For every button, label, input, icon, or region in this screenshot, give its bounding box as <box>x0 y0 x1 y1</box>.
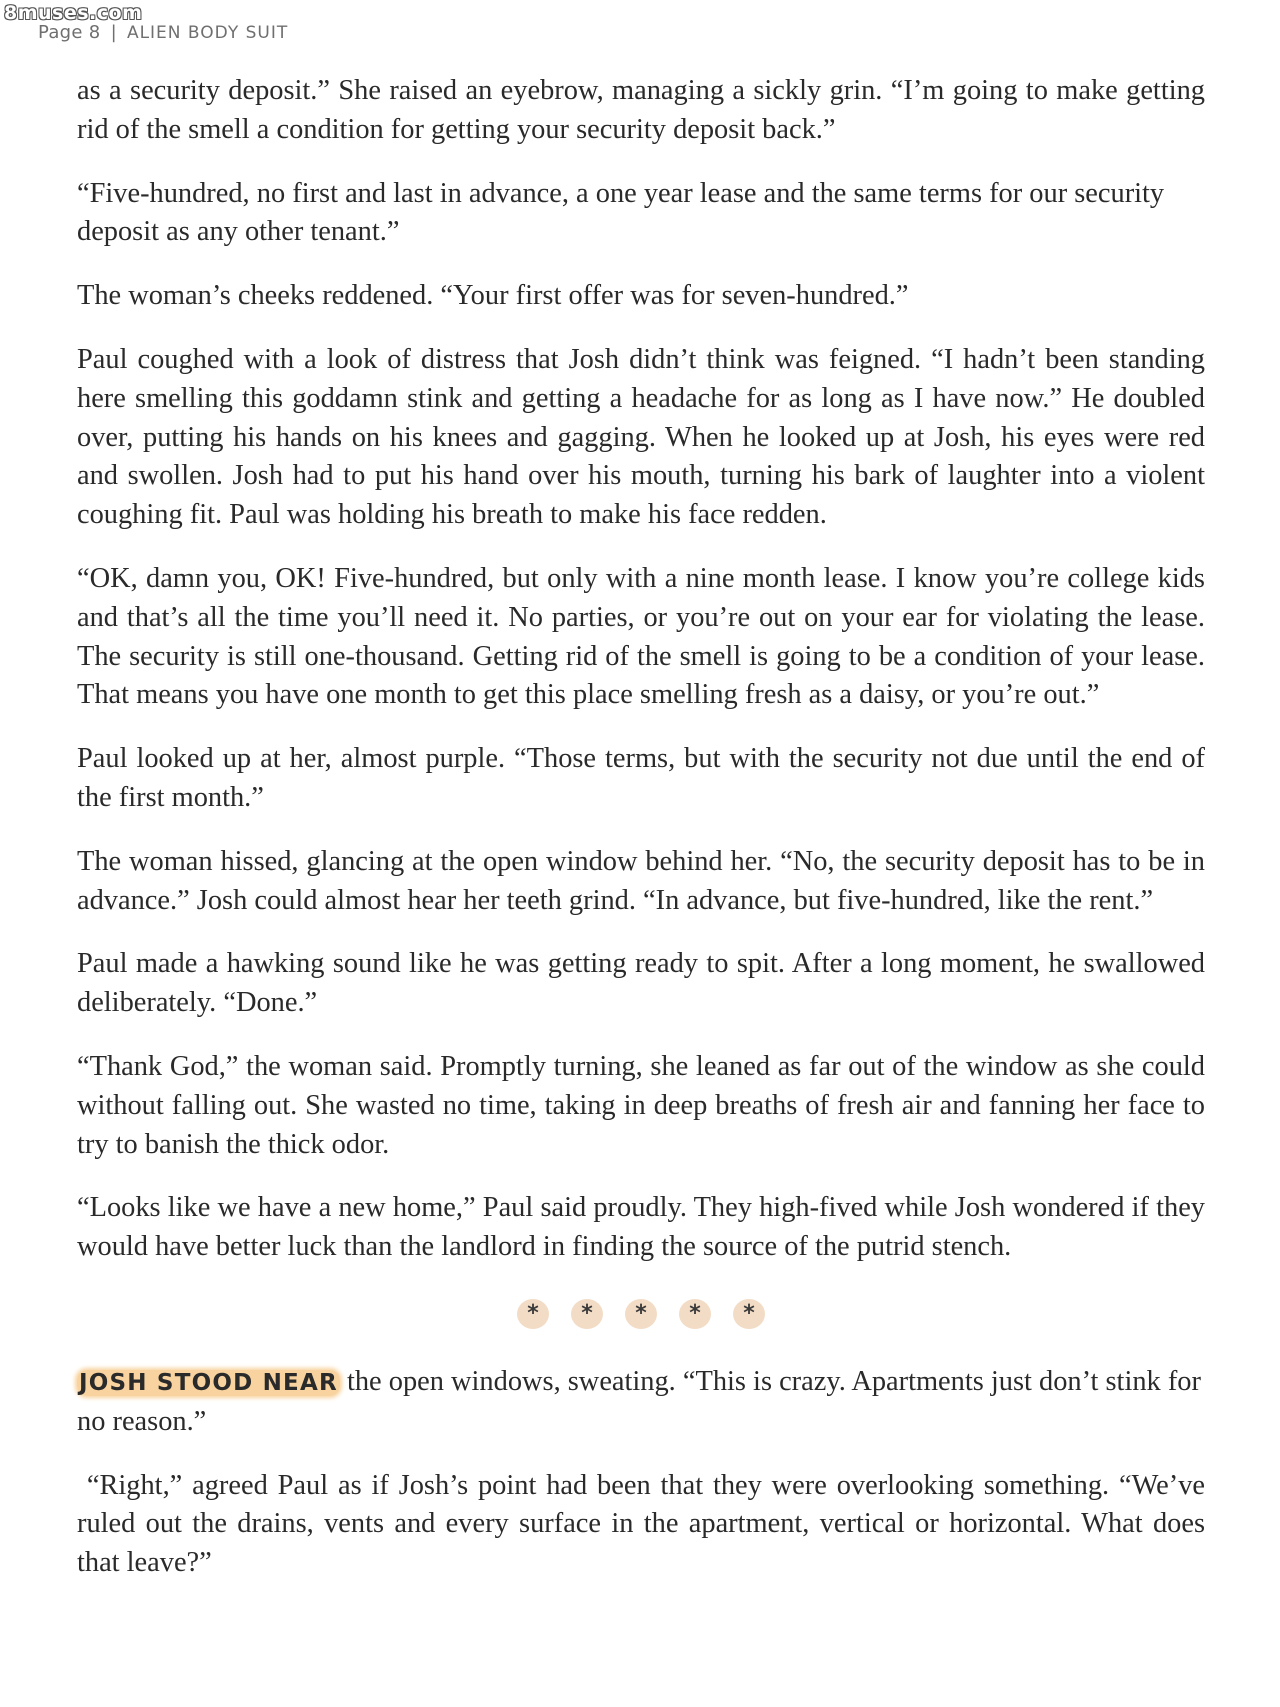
asterisk-icon: * <box>679 1299 711 1329</box>
asterisk-icon: * <box>571 1299 603 1329</box>
paragraph: The woman’s cheeks reddened. “Your first offer was for seven-hundred.” <box>77 280 909 312</box>
section-lead-in: JOSH STOOD NEAR <box>79 1369 338 1396</box>
page-body <box>77 72 1205 1608</box>
paragraph-text: the open windows, sweating. “This is crazy. Apartments just don’t stink for no reason.” <box>77 1365 1201 1437</box>
header-divider: | <box>110 22 117 43</box>
paragraph: The woman hissed, glancing at the open window behind her. “No, the security deposit has to be in advance.” Josh could almost hear her teeth grind. “In advance, but five-hundred, like the rent.” <box>77 845 1205 916</box>
asterisk-icon: * <box>625 1299 657 1329</box>
paragraph: “Five-hundred, no first and last in advance, a one year lease and the same terms for our security deposit as any other tenant.” <box>77 177 1165 248</box>
paragraph: “Right,” agreed Paul as if Josh’s point had been that they were overlooking something. “We’ve ruled out the drains, vents and every surface in the apartment, vertical or horizontal. What does that leave?” <box>77 1469 1205 1579</box>
running-header <box>38 22 288 43</box>
paragraph: Paul made a hawking sound like he was getting ready to spit. After a long moment, he swallowed deliberately. “Done.” <box>77 948 1205 1019</box>
paragraph: Paul coughed with a look of distress that Josh didn’t think was feigned. “I hadn’t been standing here smelling this goddamn stink and getting a headache for as long as I have now.” He doubled over, putting his hands on his knees and gagging. When he looked up at Josh, his eyes were red and swollen. Josh had to put his hand over his mouth, turning his bark of laughter into a violent coughing fit. Paul was holding his breath to make his face redden. <box>77 343 1205 531</box>
section-opening-paragraph <box>77 1363 1205 1442</box>
paragraph: “Looks like we have a new home,” Paul said proudly. They high-fived while Josh wondered if they would have better luck than the landlord in finding the source of the putrid stench. <box>77 1192 1205 1263</box>
asterisk-icon: * <box>733 1299 765 1329</box>
asterisk-icon: * <box>517 1299 549 1329</box>
paragraph: Paul looked up at her, almost purple. “Those terms, but with the security not due until the end of the first month.” <box>77 743 1205 813</box>
scene-break <box>77 1299 1205 1329</box>
page-number: Page 8 <box>38 22 101 43</box>
paragraph: “OK, damn you, OK! Five-hundred, but only with a nine month lease. I know you’re college kids and that’s all the time you’ll need it. No parties, or you’re out on your ear for violating the lease. The security is still one-thousand. Getting rid of the smell is going to be a condition of your lease. That means you have one month to get this place smelling fresh as a daisy, or you’re out.” <box>77 562 1205 711</box>
book-title: ALIEN BODY SUIT <box>126 22 289 43</box>
paragraph: “Thank God,” the woman said. Promptly turning, she leaned as far out of the window as she could without falling out. She wasted no time, taking in deep breaths of fresh air and fanning her face to try to banish the thick odor. <box>77 1050 1205 1160</box>
paragraph: as a security deposit.” She raised an eyebrow, managing a sickly grin. “I’m going to make getting rid of the smell a condition for getting your security deposit back.” <box>77 75 1205 145</box>
site-watermark: 8muses.com <box>4 2 143 24</box>
